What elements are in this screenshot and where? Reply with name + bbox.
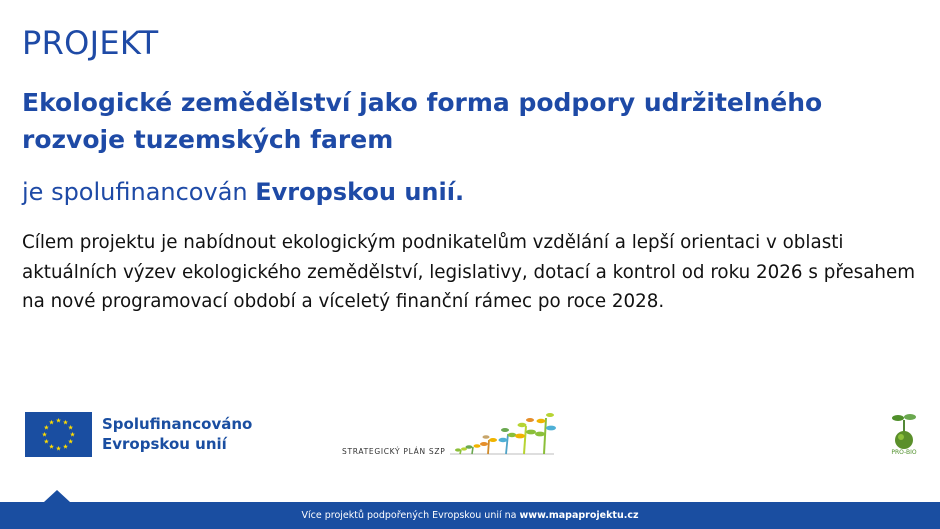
eu-logo-line-1: Spolufinancováno [102,415,253,433]
szp-logo-label: STRATEGICKÝ PLÁN SZP [342,447,446,456]
probio-logo-icon [884,410,924,456]
cofinance-statement [22,178,464,206]
szp-sprouts-logo-icon [448,410,558,458]
eu-star-icon [68,425,73,430]
cofinance-prefix: je spolufinancován [22,178,248,206]
eu-star-icon [56,446,61,451]
footer-bar [0,502,940,529]
project-title: Ekologické zemědělství jako forma podpory udržitelného rozvoje tuzemských farem [22,88,823,154]
project-description: Cílem projektu je nabídnout ekologickým podnikatelům vzdělání a lepší orientaci v oblasti aktuálních výzev ekologického zemědělství, legislativy, dotací a kontrol od roku 2026 s přesahem na nové programovací období a víceletý finanční rámec po roce 2028. [22,232,916,312]
eu-star-icon [70,432,75,437]
footer-text: Více projektů podpořených Evropskou unií na [301,510,517,521]
eu-flag-icon [25,412,92,457]
footer-tab-notch [44,490,70,502]
eu-star-icon [49,420,54,425]
eu-star-icon [68,439,73,444]
eu-logo-line-2: Evropskou unií [102,435,227,453]
eu-cofinance-logo-text [102,414,252,454]
page-heading: PROJEKT [22,24,159,62]
eu-star-icon [42,432,47,437]
eu-star-icon [63,444,68,449]
eu-star-icon [49,444,54,449]
probio-logo-label: PRO-BIO [891,449,917,456]
footer-link[interactable]: www.mapaprojektu.cz [519,510,639,521]
cofinance-emphasis: Evropskou unií. [255,178,465,206]
eu-star-icon [63,420,68,425]
eu-star-icon [44,425,49,430]
eu-star-icon [56,418,61,423]
eu-star-icon [44,439,49,444]
